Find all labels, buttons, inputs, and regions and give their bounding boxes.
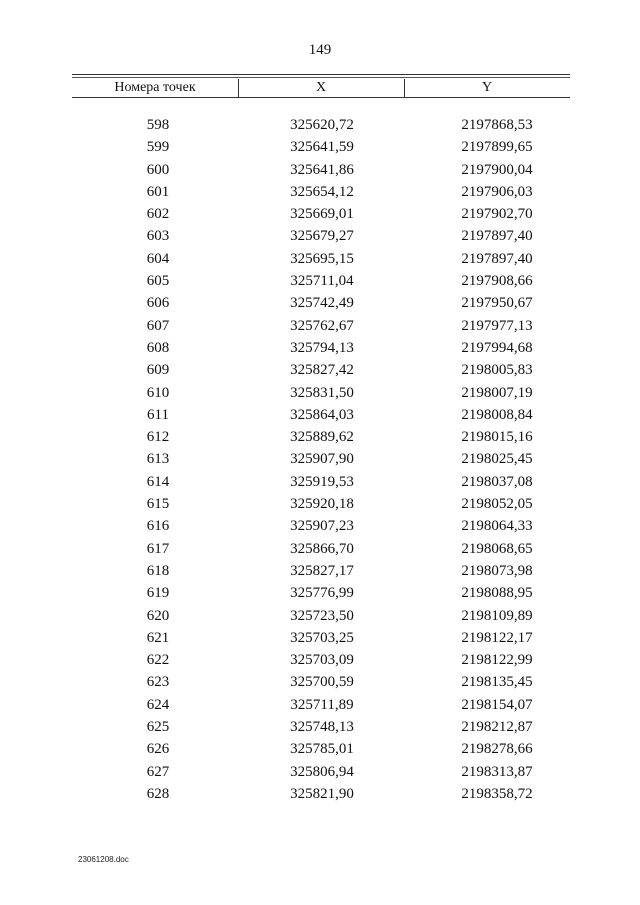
table-row — [72, 582, 570, 604]
x-coordinate-cell: 325785,01 — [290, 741, 354, 758]
table-row — [72, 448, 570, 470]
table-row — [72, 337, 570, 359]
x-coordinate-cell: 325695,15 — [290, 250, 354, 267]
point-number-cell: 620 — [146, 607, 170, 624]
header-y: Y — [481, 80, 493, 95]
y-coordinate-cell: 2198358,72 — [461, 785, 533, 802]
x-coordinate-cell: 325919,53 — [290, 473, 354, 490]
x-coordinate-cell: 325620,72 — [290, 117, 354, 133]
table-row — [72, 761, 570, 783]
table-header — [72, 74, 570, 98]
y-coordinate-cell: 2197994,68 — [461, 339, 533, 356]
x-coordinate-cell: 325711,89 — [290, 696, 354, 713]
table-row — [72, 382, 570, 404]
x-coordinate-cell: 325864,03 — [290, 406, 354, 423]
coordinates-table-body — [72, 114, 570, 805]
point-number-cell: 625 — [146, 719, 170, 736]
table-row — [72, 225, 570, 247]
point-number-cell: 601 — [146, 183, 170, 200]
x-coordinate-cell: 325669,01 — [290, 206, 354, 223]
x-coordinate-cell: 325827,17 — [290, 562, 354, 579]
y-coordinate-cell: 2198278,66 — [461, 741, 533, 758]
table-row — [72, 738, 570, 760]
table-row — [72, 716, 570, 738]
x-coordinate-cell: 325831,50 — [290, 384, 354, 401]
x-coordinate-cell: 325907,23 — [290, 518, 354, 535]
y-coordinate-cell: 2198073,98 — [461, 562, 533, 579]
x-coordinate-cell: 325827,42 — [290, 362, 354, 379]
x-coordinate-cell: 325794,13 — [290, 339, 354, 356]
point-number-cell: 614 — [146, 473, 170, 490]
table-row — [72, 471, 570, 493]
point-number-cell: 605 — [146, 273, 170, 290]
x-coordinate-cell: 325920,18 — [290, 496, 354, 513]
point-number-cell: 612 — [146, 429, 170, 446]
y-coordinate-cell: 2198015,16 — [461, 429, 533, 446]
table-row — [72, 560, 570, 582]
y-coordinate-cell: 2197908,66 — [461, 273, 533, 290]
y-coordinate-cell: 2198122,99 — [461, 652, 533, 669]
x-coordinate-cell: 325762,67 — [290, 317, 354, 334]
y-coordinate-cell: 2198008,84 — [461, 406, 533, 423]
y-coordinate-cell: 2198025,45 — [461, 451, 533, 468]
table-row — [72, 359, 570, 381]
point-number-cell: 615 — [146, 496, 170, 513]
y-coordinate-cell: 2198122,17 — [461, 629, 533, 646]
point-number-cell: 606 — [146, 295, 170, 312]
y-coordinate-cell: 2198005,83 — [461, 362, 533, 379]
point-number-cell: 626 — [146, 741, 170, 758]
point-number-cell: 617 — [146, 540, 170, 557]
point-number-cell: 600 — [146, 161, 170, 178]
table-row — [72, 404, 570, 426]
point-number-cell: 628 — [146, 785, 170, 802]
x-coordinate-cell: 325641,59 — [290, 139, 354, 156]
point-number-cell: 604 — [146, 250, 170, 267]
x-coordinate-cell: 325821,90 — [290, 785, 354, 802]
x-coordinate-cell: 325907,90 — [290, 451, 354, 468]
x-coordinate-cell: 325748,13 — [290, 719, 354, 736]
table-row — [72, 292, 570, 314]
point-number-cell: 603 — [146, 228, 170, 245]
y-coordinate-cell: 2198052,05 — [461, 496, 533, 513]
y-coordinate-cell: 2198007,19 — [461, 384, 533, 401]
table-row — [72, 783, 570, 805]
table-row — [72, 694, 570, 716]
y-coordinate-cell: 2198109,89 — [461, 607, 533, 624]
point-number-cell: 609 — [146, 362, 170, 379]
y-coordinate-cell: 2197950,67 — [461, 295, 533, 312]
point-number-cell: 607 — [146, 317, 170, 334]
x-coordinate-cell: 325679,27 — [290, 228, 354, 245]
point-number-cell: 621 — [146, 629, 170, 646]
header-x: X — [315, 80, 327, 95]
y-coordinate-cell: 2197897,40 — [461, 228, 533, 245]
table-row — [72, 671, 570, 693]
y-coordinate-cell: 2197897,40 — [461, 250, 533, 267]
table-row — [72, 627, 570, 649]
table-row — [72, 649, 570, 671]
point-number-cell: 598 — [146, 117, 170, 133]
y-coordinate-cell: 2197906,03 — [461, 183, 533, 200]
y-coordinate-cell: 2198212,87 — [461, 719, 533, 736]
y-coordinate-cell: 2198037,08 — [461, 473, 533, 490]
table-row — [72, 270, 570, 292]
table-row — [72, 114, 570, 136]
x-coordinate-cell: 325866,70 — [290, 540, 354, 557]
point-number-cell: 627 — [146, 763, 170, 780]
table-row — [72, 159, 570, 181]
y-coordinate-cell: 2198088,95 — [461, 585, 533, 602]
y-coordinate-cell: 2197868,53 — [461, 117, 533, 133]
table-row — [72, 515, 570, 537]
point-number-cell: 599 — [146, 139, 170, 156]
page-number: 149 — [308, 42, 332, 58]
point-number-cell: 624 — [146, 696, 170, 713]
x-coordinate-cell: 325654,12 — [290, 183, 354, 200]
point-number-cell: 619 — [146, 585, 170, 602]
y-coordinate-cell: 2198313,87 — [461, 763, 533, 780]
point-number-cell: 608 — [146, 339, 170, 356]
point-number-cell: 622 — [146, 652, 170, 669]
y-coordinate-cell: 2198135,45 — [461, 674, 533, 691]
x-coordinate-cell: 325742,49 — [290, 295, 354, 312]
point-number-cell: 611 — [147, 406, 169, 423]
point-number-cell: 613 — [146, 451, 170, 468]
y-coordinate-cell: 2197902,70 — [461, 206, 533, 223]
x-coordinate-cell: 325703,25 — [290, 629, 354, 646]
x-coordinate-cell: 325711,04 — [290, 273, 354, 290]
x-coordinate-cell: 325703,09 — [290, 652, 354, 669]
point-number-cell: 616 — [146, 518, 170, 535]
point-number-cell: 618 — [146, 562, 170, 579]
x-coordinate-cell: 325776,99 — [290, 585, 354, 602]
x-coordinate-cell: 325700,59 — [290, 674, 354, 691]
point-number-cell: 623 — [146, 674, 170, 691]
y-coordinate-cell: 2197899,65 — [461, 139, 533, 156]
document-filename: 23061208.doc — [78, 855, 129, 864]
x-coordinate-cell: 325806,94 — [290, 763, 354, 780]
table-row — [72, 426, 570, 448]
header-point-number: Номера точек — [114, 80, 196, 95]
point-number-cell: 610 — [146, 384, 170, 401]
y-coordinate-cell: 2198154,07 — [461, 696, 533, 713]
x-coordinate-cell: 325889,62 — [290, 429, 354, 446]
y-coordinate-cell: 2197900,04 — [461, 161, 533, 178]
y-coordinate-cell: 2198064,33 — [461, 518, 533, 535]
table-row — [72, 493, 570, 515]
point-number-cell: 602 — [146, 206, 170, 223]
table-row — [72, 538, 570, 560]
table-row — [72, 605, 570, 627]
table-row — [72, 181, 570, 203]
x-coordinate-cell: 325723,50 — [290, 607, 354, 624]
table-row — [72, 315, 570, 337]
table-row — [72, 203, 570, 225]
y-coordinate-cell: 2198068,65 — [461, 540, 533, 557]
table-row — [72, 136, 570, 158]
y-coordinate-cell: 2197977,13 — [461, 317, 533, 334]
table-row — [72, 248, 570, 270]
x-coordinate-cell: 325641,86 — [290, 161, 354, 178]
